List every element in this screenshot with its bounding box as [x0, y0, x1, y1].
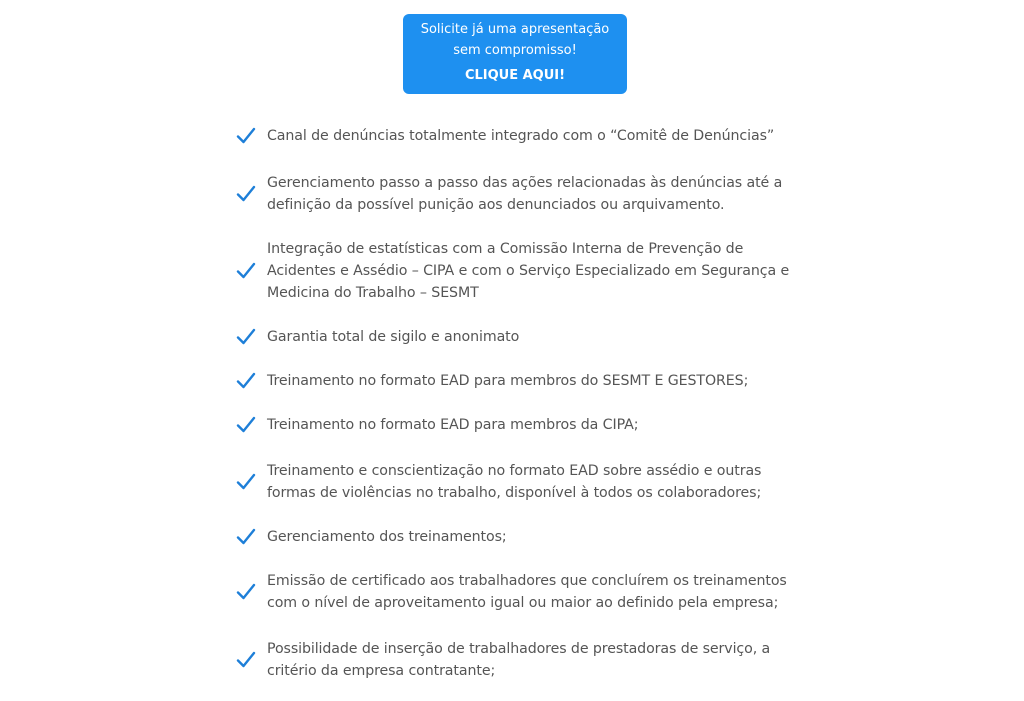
check-icon — [235, 471, 257, 493]
feature-item — [235, 326, 815, 348]
check-icon — [235, 125, 257, 147]
feature-item — [235, 172, 815, 216]
feature-text — [267, 526, 507, 548]
feature-text-line: Treinamento no formato EAD para membros da CIPA; — [267, 417, 639, 433]
feature-text-line: Gerenciamento dos treinamentos; — [267, 529, 507, 545]
feature-item — [235, 526, 815, 548]
feature-text — [267, 326, 519, 348]
feature-text — [267, 172, 782, 216]
feature-text-line: Acidentes e Assédio – CIPA e com o Serviço Especializado em Segurança e — [267, 263, 790, 279]
feature-text — [267, 638, 770, 682]
feature-text-line: Treinamento no formato EAD para membros do SESMT E GESTORES; — [267, 373, 749, 389]
feature-text-line: Treinamento e conscientização no formato EAD sobre assédio e outras — [267, 463, 762, 479]
feature-text-line: critério da empresa contratante; — [267, 663, 496, 679]
feature-item — [235, 370, 815, 392]
check-icon — [235, 414, 257, 436]
feature-text-line: definição da possível punição aos denunciados ou arquivamento. — [267, 197, 725, 213]
feature-text-line: formas de violências no trabalho, disponível à todos os colaboradores; — [267, 485, 762, 501]
feature-text-line: Gerenciamento passo a passo das ações relacionadas às denúncias até a — [267, 175, 783, 191]
feature-item — [235, 125, 815, 147]
cta-line-1: Solicite já uma apresentação — [420, 22, 610, 37]
cta-line-2: sem compromisso! — [453, 43, 577, 58]
check-icon — [235, 260, 257, 282]
feature-text-line: Medicina do Trabalho – SESMT — [267, 285, 479, 301]
feature-text — [267, 370, 748, 392]
feature-item — [235, 638, 815, 682]
check-icon — [235, 183, 257, 205]
request-demo-button[interactable] — [403, 14, 627, 94]
feature-text-line: Integração de estatísticas com a Comissão Interna de Prevenção de — [267, 241, 744, 257]
check-icon — [235, 370, 257, 392]
feature-item — [235, 238, 815, 304]
feature-text-line: Garantia total de sigilo e anonimato — [267, 329, 520, 345]
feature-item — [235, 414, 815, 436]
check-icon — [235, 326, 257, 348]
feature-text-line: Canal de denúncias totalmente integrado com o “Comitê de Denúncias” — [267, 128, 775, 144]
check-icon — [235, 526, 257, 548]
feature-item — [235, 570, 815, 614]
feature-text-line: com o nível de aproveitamento igual ou maior ao definido pela empresa; — [267, 595, 779, 611]
feature-text-line: Emissão de certificado aos trabalhadores que concluírem os treinamentos — [267, 573, 787, 589]
feature-text-line: Possibilidade de inserção de trabalhadores de prestadoras de serviço, a — [267, 641, 771, 657]
feature-item — [235, 460, 815, 504]
feature-text — [267, 460, 761, 504]
feature-text — [267, 414, 638, 436]
feature-text — [267, 238, 789, 304]
check-icon — [235, 649, 257, 671]
feature-text — [267, 125, 774, 147]
check-icon — [235, 581, 257, 603]
feature-text — [267, 570, 787, 614]
cta-action-label: CLIQUE AQUI! — [464, 68, 566, 83]
